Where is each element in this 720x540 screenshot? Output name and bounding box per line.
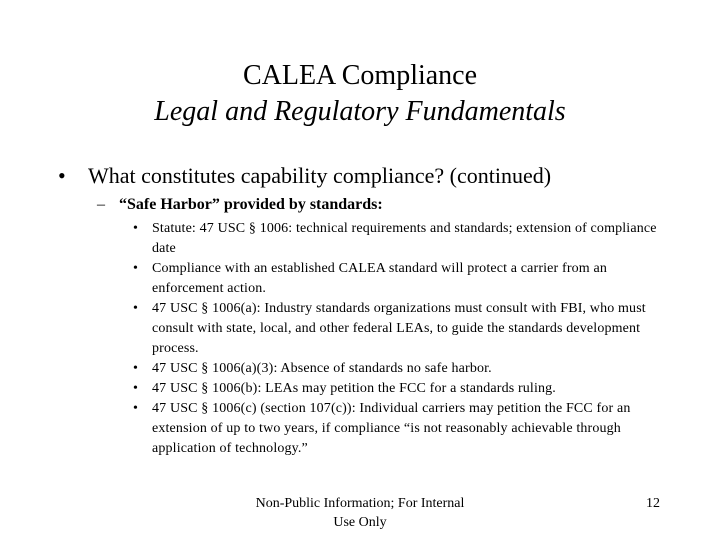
list-item — [133, 379, 673, 399]
footer-line-1: Non-Public Information; For Internal — [255, 496, 465, 511]
title-line-1: CALEA Compliance — [242, 60, 478, 91]
slide-title — [0, 58, 720, 130]
bullet-icon: • — [58, 163, 66, 188]
bullet-icon: • — [133, 361, 139, 376]
list-item-text: Compliance with an established CALEA standard will protect a carrier from an enforcement action. — [152, 261, 607, 296]
dash-icon: – — [97, 196, 105, 213]
list-item-text: 47 USC § 1006(a)(3): Absence of standards no safe harbor. — [152, 361, 492, 376]
list-item — [133, 219, 673, 259]
footer-line-2: Use Only — [333, 515, 387, 530]
level1-text: What constitutes capability compliance? (continued) — [88, 163, 552, 188]
bullet-icon: • — [133, 381, 139, 396]
level2-text: “Safe Harbor” provided by standards: — [119, 196, 383, 213]
list-item — [133, 259, 673, 299]
bullet-icon: • — [133, 301, 139, 316]
bullet-icon: • — [133, 401, 139, 416]
bullet-icon: • — [133, 221, 139, 236]
footer-notice — [235, 494, 485, 532]
list-item-text: 47 USC § 1006(a): Industry standards organizations must consult with FBI, who must consult with state, local, and other federal LEAs, to guide the standards development process. — [152, 301, 646, 356]
sub-bullet-list — [133, 219, 673, 459]
bullet-icon: • — [133, 261, 139, 276]
list-item-text: 47 USC § 1006(b): LEAs may petition the FCC for a standards ruling. — [152, 381, 556, 396]
list-item-text: Statute: 47 USC § 1006: technical requirements and standards; extension of compliance date — [152, 221, 657, 256]
list-item — [133, 299, 673, 359]
list-item-text: 47 USC § 1006(c) (section 107(c)): Individual carriers may petition the FCC for an extension of up to two years, if compliance “is not reasonably achievable through application of technology.” — [152, 401, 631, 456]
list-item — [133, 359, 673, 379]
page-number: 12 — [646, 496, 660, 511]
list-item — [133, 399, 673, 459]
title-line-2: Legal and Regulatory Fundamentals — [154, 96, 566, 127]
